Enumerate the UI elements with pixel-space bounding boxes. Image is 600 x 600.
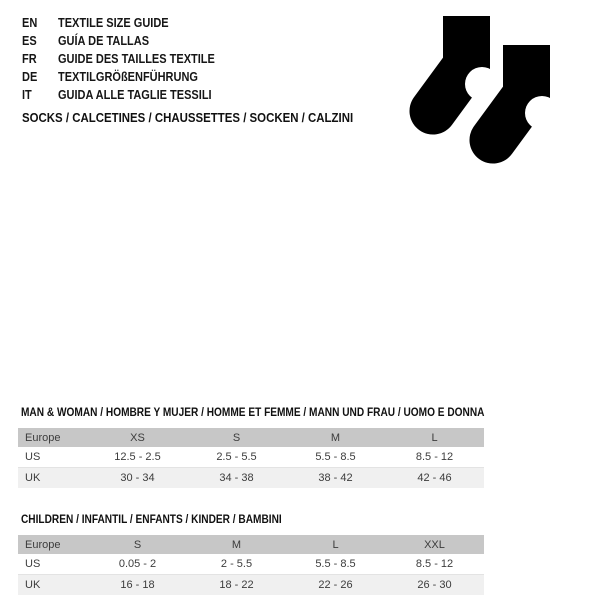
size-value: 5.5 - 8.5 xyxy=(286,554,385,575)
size-value: 34 - 38 xyxy=(187,468,286,489)
column-header: M xyxy=(286,428,385,447)
language-code: IT xyxy=(22,88,32,102)
column-header: XXL xyxy=(385,535,484,554)
sock-right xyxy=(493,45,556,140)
size-value: 8.5 - 12 xyxy=(385,554,484,575)
row-label: US xyxy=(18,554,88,575)
language-title: GUÍA DE TALLAS xyxy=(58,34,150,48)
language-code: EN xyxy=(22,16,38,30)
size-value: 12.5 - 2.5 xyxy=(88,447,187,468)
size-value: 5.5 - 8.5 xyxy=(286,447,385,468)
language-title: GUIDE DES TAILLES TEXTILE xyxy=(58,52,215,66)
column-header: L xyxy=(286,535,385,554)
size-value: 22 - 26 xyxy=(286,575,385,596)
table-header-row xyxy=(18,535,484,554)
table-row-us xyxy=(18,447,484,468)
language-list xyxy=(22,14,236,104)
language-code: FR xyxy=(22,52,37,66)
row-label: UK xyxy=(18,575,88,596)
language-row xyxy=(22,86,236,104)
column-header: XS xyxy=(88,428,187,447)
size-table-children xyxy=(18,535,484,595)
size-value: 0.05 - 2 xyxy=(88,554,187,575)
size-value: 2.5 - 5.5 xyxy=(187,447,286,468)
size-value: 38 - 42 xyxy=(286,468,385,489)
size-value: 2 - 5.5 xyxy=(187,554,286,575)
size-value: 16 - 18 xyxy=(88,575,187,596)
column-header: S xyxy=(187,428,286,447)
table-section-children xyxy=(18,513,484,595)
table-header-row xyxy=(18,428,484,447)
language-row xyxy=(22,50,236,68)
table-row-uk xyxy=(18,468,484,489)
size-value: 26 - 30 xyxy=(385,575,484,596)
language-code: ES xyxy=(22,34,37,48)
column-header: L xyxy=(385,428,484,447)
size-value: 42 - 46 xyxy=(385,468,484,489)
table-title-children: CHILDREN / INFANTIL / ENFANTS / KINDER / BAMBINI xyxy=(21,514,282,526)
size-value: 18 - 22 xyxy=(187,575,286,596)
table-section-man-woman xyxy=(18,406,484,488)
column-header: M xyxy=(187,535,286,554)
language-code: DE xyxy=(22,70,38,84)
language-row xyxy=(22,32,236,50)
socks-icon xyxy=(408,16,556,176)
category-line: SOCKS / CALCETINES / CHAUSSETTES / SOCKEN / CALZINI xyxy=(22,110,354,125)
table-row-uk xyxy=(18,575,484,596)
language-row xyxy=(22,68,236,86)
column-header: Europe xyxy=(18,428,88,447)
language-title: TEXTILE SIZE GUIDE xyxy=(58,16,169,30)
row-label: UK xyxy=(18,468,88,489)
size-value: 30 - 34 xyxy=(88,468,187,489)
column-header: Europe xyxy=(18,535,88,554)
row-label: US xyxy=(18,447,88,468)
table-row-us xyxy=(18,554,484,575)
language-row xyxy=(22,14,236,32)
column-header: S xyxy=(88,535,187,554)
language-title: GUIDA ALLE TAGLIE TESSILI xyxy=(58,88,212,102)
language-title: TEXTILGRÖßENFÜHRUNG xyxy=(58,70,198,84)
size-value: 8.5 - 12 xyxy=(385,447,484,468)
sock-left xyxy=(433,16,499,111)
size-table-man-woman xyxy=(18,428,484,488)
table-title-man-woman: MAN & WOMAN / HOMBRE Y MUJER / HOMME ET FEMME / MANN UND FRAU / UOMO E DONNA xyxy=(21,407,485,419)
